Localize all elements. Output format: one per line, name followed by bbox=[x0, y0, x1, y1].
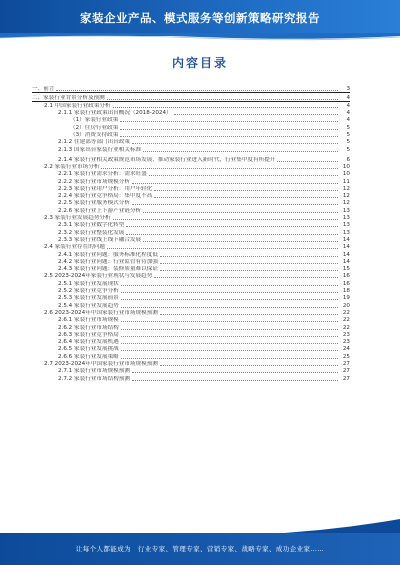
toc-leader-dots bbox=[160, 263, 338, 264]
toc-entry-page: 14 bbox=[342, 251, 350, 258]
toc-entry[interactable] bbox=[32, 345, 350, 352]
toc-entry-label: 2.6.1 家装行业市场规模 bbox=[58, 317, 119, 324]
toc-entry[interactable] bbox=[32, 279, 350, 286]
toc-entry[interactable] bbox=[32, 316, 350, 323]
toc-entry[interactable] bbox=[32, 102, 350, 109]
toc-entry-label: 2.2.3 家装行业用户分析：用户年轻化 bbox=[58, 185, 153, 192]
toc-entry[interactable] bbox=[32, 323, 350, 330]
toc-entry[interactable] bbox=[32, 250, 350, 257]
toc-leader-dots bbox=[121, 329, 338, 330]
toc-entry-label: 2.6.2 家装行业市场结构 bbox=[58, 324, 119, 331]
toc-leader-dots bbox=[160, 365, 338, 366]
toc-entry-label: 2.6 2023-2024年中国家装行业市场规模预测 bbox=[44, 309, 158, 316]
toc-entry-page: 18 bbox=[342, 288, 350, 295]
toc-entry-page: 27 bbox=[342, 360, 350, 367]
toc-entry-page: 19 bbox=[342, 295, 350, 302]
toc-entry[interactable] bbox=[32, 309, 350, 316]
toc-entry-label: 2.6.6 家装行业发展策略 bbox=[58, 353, 119, 360]
toc-entry-label: 2.7.1 家装行业市场规模预测 bbox=[58, 368, 130, 375]
toc-leader-dots bbox=[121, 321, 338, 322]
toc-entry-label: 2.5 2023-2024年家装行业现状与发展趋势 bbox=[44, 273, 153, 280]
toc-leader-dots bbox=[121, 350, 338, 351]
toc-leader-dots bbox=[120, 121, 338, 122]
toc-entry-page: 5 bbox=[346, 124, 350, 131]
toc-entry-page: 4 bbox=[346, 94, 350, 101]
toc-entry-page: 10 bbox=[342, 171, 350, 178]
toc-entry-page: 16 bbox=[342, 273, 350, 280]
toc-entry-label: 2.3 家装行业发展趋势分析 bbox=[44, 215, 111, 222]
toc-entry-label: （1）家装行业政策 bbox=[70, 117, 119, 124]
toc-entry-label: 2.4 家装行业存在的问题 bbox=[44, 244, 106, 251]
toc-entry[interactable] bbox=[32, 145, 350, 152]
toc-entry[interactable] bbox=[32, 153, 350, 163]
toc-leader-dots bbox=[120, 136, 338, 137]
toc-entry-label: 2.6.5 家装行业发展挑战 bbox=[58, 346, 119, 353]
toc-entry-label: 2.3.2 家装行业整装化发展 bbox=[58, 229, 125, 236]
toc-entry-label: （3）消费支持政策 bbox=[70, 132, 119, 139]
toc-entry-label: 2.6.3 家装行业竞争格局 bbox=[58, 331, 119, 338]
toc-entry[interactable] bbox=[32, 258, 350, 265]
toc-leader-dots bbox=[121, 358, 338, 359]
toc-entry-page: 13 bbox=[342, 207, 350, 214]
toc-entry[interactable] bbox=[32, 338, 350, 345]
toc-entry-page: 12 bbox=[342, 200, 350, 207]
toc-entry-page: 13 bbox=[342, 222, 350, 229]
toc-entry-label: 2.1.3 国家出台家装行业相关标准 bbox=[58, 146, 142, 153]
toc-leader-dots bbox=[277, 161, 338, 162]
toc-entry-label: 2.1 中国家装行业政策分析 bbox=[44, 102, 111, 109]
toc-entry-page: 5 bbox=[346, 139, 350, 146]
toc-entry-label: 2.1.1 家装行业政策出台概况（2018-2024） bbox=[58, 110, 172, 117]
toc-entry-label: 2.4.3 家装行业问题：装修质量难以保证 bbox=[58, 266, 158, 273]
toc-entry[interactable] bbox=[32, 374, 350, 381]
toc-leader-dots bbox=[143, 151, 338, 152]
toc-entry[interactable] bbox=[32, 243, 350, 250]
toc-leader-dots bbox=[120, 129, 338, 130]
toc-entry-label: 2.2.1 家装行业需求分析：需求旺盛 bbox=[58, 171, 147, 178]
toc-entry-label: 2.1.4 家装行业相关政策规范市场发展，推动家装行业进入新时代，行业集中度有所提升 bbox=[58, 156, 276, 163]
toc-entry[interactable] bbox=[32, 272, 350, 279]
toc-entry[interactable] bbox=[32, 131, 350, 138]
toc-entry-label: 二、家装行业背景分析及预测 bbox=[32, 94, 105, 101]
toc-leader-dots bbox=[121, 292, 338, 293]
toc-leader-dots bbox=[107, 99, 338, 100]
header-wave-decoration bbox=[0, 33, 400, 41]
toc-entry-page: 22 bbox=[342, 309, 350, 316]
toc-entry[interactable] bbox=[32, 199, 350, 206]
toc-leader-dots bbox=[174, 114, 338, 115]
toc-entry[interactable] bbox=[32, 123, 350, 130]
toc-leader-dots bbox=[132, 380, 338, 381]
toc-leader-dots bbox=[149, 175, 338, 176]
page-header bbox=[0, 0, 400, 36]
toc-entry-label: 2.4.1 家装行业问题：服务标准化程度低 bbox=[58, 251, 158, 258]
toc-entry-page: 10 bbox=[342, 163, 350, 170]
toc-entry-page: 22 bbox=[342, 317, 350, 324]
toc-entry-label: （2）住房行业政策 bbox=[70, 124, 119, 131]
toc-entry[interactable] bbox=[32, 265, 350, 272]
toc-entry-page: 13 bbox=[342, 229, 350, 236]
toc-entry[interactable] bbox=[32, 116, 350, 123]
toc-entry-page: 23 bbox=[342, 331, 350, 338]
footer-slogan: 让每个人都能成为 行业专家、管理专家、营销专家、战略专家、成功企业家…… bbox=[75, 545, 325, 553]
toc-entry[interactable] bbox=[32, 185, 350, 192]
toc-leader-dots bbox=[56, 90, 338, 91]
toc-entry[interactable] bbox=[32, 294, 350, 301]
toc-entry-label: 2.7 2023-2024年中国家装行业市场规模预测 bbox=[44, 360, 158, 367]
toc-leader-dots bbox=[160, 314, 338, 315]
toc-entry-page: 5 bbox=[346, 132, 350, 139]
toc-entry-label: 2.1.2 住建部等部门出台政策 bbox=[58, 139, 130, 146]
toc-entry-label: 一、前言 bbox=[32, 86, 55, 93]
toc-entry-page: 25 bbox=[342, 353, 350, 360]
toc-leader-dots bbox=[132, 372, 338, 373]
toc-entry-page: 20 bbox=[342, 302, 350, 309]
table-of-contents bbox=[32, 85, 350, 382]
toc-entry-label: 2.5.2 家装行业竞争分析 bbox=[58, 288, 119, 295]
toc-entry[interactable] bbox=[32, 138, 350, 145]
toc-leader-dots bbox=[154, 277, 338, 278]
toc-entry-label: 2.2.5 家装行业服务模式分析 bbox=[58, 200, 130, 207]
toc-entry[interactable] bbox=[32, 93, 350, 101]
toc-entry-page: 22 bbox=[342, 324, 350, 331]
toc-entry[interactable] bbox=[32, 287, 350, 294]
toc-leader-dots bbox=[143, 241, 338, 242]
toc-entry-label: 2.2.2 家装行业市场规模分析 bbox=[58, 178, 130, 185]
toc-leader-dots bbox=[121, 285, 338, 286]
toc-leader-dots bbox=[121, 343, 338, 344]
toc-leader-dots bbox=[121, 307, 338, 308]
toc-entry[interactable] bbox=[32, 221, 350, 228]
toc-entry-label: 2.6.4 家装行业发展机遇 bbox=[58, 339, 119, 346]
toc-entry-page: 14 bbox=[342, 244, 350, 251]
toc-entry-page: 3 bbox=[346, 86, 350, 93]
toc-leader-dots bbox=[121, 299, 338, 300]
toc-entry-label: 2.3.3 家装行业线上线下融合发展 bbox=[58, 236, 142, 243]
toc-entry-page: 5 bbox=[346, 146, 350, 153]
toc-entry[interactable] bbox=[32, 214, 350, 221]
toc-leader-dots bbox=[107, 248, 338, 249]
toc-entry[interactable] bbox=[32, 206, 350, 213]
toc-leader-dots bbox=[132, 183, 338, 184]
toc-entry-page: 4 bbox=[346, 102, 350, 109]
toc-entry[interactable] bbox=[32, 85, 350, 93]
toc-entry-label: 2.3.1 家装行业数字化转型 bbox=[58, 222, 125, 229]
toc-entry-label: 2.5.4 家装行业发展趋势 bbox=[58, 302, 119, 309]
toc-entry[interactable] bbox=[32, 228, 350, 235]
toc-entry[interactable] bbox=[32, 163, 350, 170]
toc-title: 内容目录 bbox=[171, 56, 228, 70]
toc-leader-dots bbox=[132, 204, 338, 205]
toc-leader-dots bbox=[126, 226, 338, 227]
toc-entry-label: 2.4.2 家装行业问题：行业监管有待加强 bbox=[58, 258, 158, 265]
toc-leader-dots bbox=[126, 234, 338, 235]
toc-entry-page: 14 bbox=[342, 236, 350, 243]
toc-leader-dots bbox=[132, 143, 338, 144]
toc-entry-page: 12 bbox=[342, 185, 350, 192]
toc-entry-page: 13 bbox=[342, 215, 350, 222]
toc-entry-page: 23 bbox=[342, 339, 350, 346]
toc-entry[interactable] bbox=[32, 192, 350, 199]
toc-entry-page: 27 bbox=[342, 375, 350, 382]
toc-leader-dots bbox=[154, 197, 338, 198]
toc-leader-dots bbox=[113, 107, 338, 108]
toc-entry[interactable] bbox=[32, 331, 350, 338]
toc-entry-page: 11 bbox=[342, 178, 350, 185]
toc-entry-label: 2.5.1 家装行业发展现状 bbox=[58, 280, 119, 287]
toc-entry[interactable] bbox=[32, 177, 350, 184]
toc-entry-page: 4 bbox=[346, 110, 350, 117]
toc-entry[interactable] bbox=[32, 236, 350, 243]
toc-leader-dots bbox=[101, 168, 338, 169]
toc-entry-label: 2.2 家装行业市场分析 bbox=[44, 163, 100, 170]
toc-entry-label: 2.5.3 家装行业发展前景 bbox=[58, 295, 119, 302]
toc-entry[interactable] bbox=[32, 109, 350, 116]
toc-entry-page: 15 bbox=[342, 266, 350, 273]
toc-leader-dots bbox=[121, 336, 338, 337]
toc-leader-dots bbox=[160, 256, 338, 257]
toc-entry-label: 2.7.2 家装行业市场结构预测 bbox=[58, 375, 130, 382]
toc-leader-dots bbox=[154, 190, 338, 191]
toc-entry-page: 6 bbox=[346, 156, 350, 163]
page-footer bbox=[0, 533, 400, 565]
toc-entry-page: 14 bbox=[342, 258, 350, 265]
toc-entry[interactable] bbox=[32, 170, 350, 177]
toc-entry-page: 24 bbox=[342, 346, 350, 353]
toc-entry-page: 4 bbox=[346, 117, 350, 124]
toc-entry[interactable] bbox=[32, 367, 350, 374]
toc-leader-dots bbox=[160, 270, 338, 271]
toc-entry-label: 2.2.4 家装行业竞争格局：集中度不高 bbox=[58, 193, 153, 200]
report-title: 家装企业产品、模式服务等创新策略研究报告 bbox=[80, 11, 320, 25]
toc-entry-page: 16 bbox=[342, 280, 350, 287]
toc-leader-dots bbox=[113, 219, 338, 220]
toc-entry-page: 12 bbox=[342, 193, 350, 200]
toc-entry[interactable] bbox=[32, 360, 350, 367]
toc-entry[interactable] bbox=[32, 301, 350, 308]
toc-leader-dots bbox=[143, 212, 338, 213]
toc-entry-page: 27 bbox=[342, 368, 350, 375]
toc-entry[interactable] bbox=[32, 352, 350, 359]
toc-entry-label: 2.2.6 家装行业上下游产业链分析 bbox=[58, 207, 142, 214]
